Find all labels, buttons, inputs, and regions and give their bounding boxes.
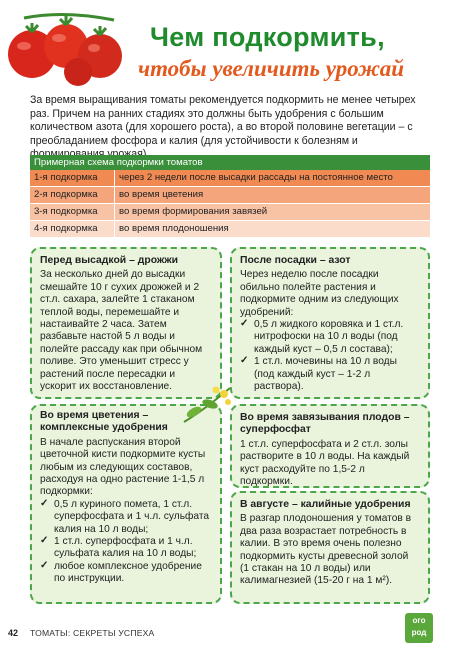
tip-box-title: После посадки – азот bbox=[240, 255, 351, 266]
check-icon: ✓ bbox=[240, 318, 249, 330]
check-icon: ✓ bbox=[40, 497, 49, 509]
list-item-text: любое комплексное удобрение по инструкции. bbox=[54, 560, 202, 585]
list-item-text: 1 ст.л. суперфосфата и 1 ч.л. сульфата калия на 10 л воды; bbox=[54, 536, 197, 560]
check-icon: ✓ bbox=[40, 559, 49, 571]
logo-text-line2: род bbox=[411, 628, 427, 637]
page-subtitle: чтобы увеличить урожай bbox=[138, 56, 405, 81]
tip-box-title: Во время цветения – комплексные удобрения bbox=[40, 410, 168, 434]
feeding-name: 3-я подкормка bbox=[34, 206, 98, 217]
check-icon: ✓ bbox=[40, 535, 49, 547]
tip-box-text: За несколько дней до высадки смешайте 10 г сухих дрожжей и 2 ст.л. сахара, залейте 1 стаканом теплой воды, перемешайте и настаивайте 2 часа. Затем разбавьте настой 5 л воды и полейте рассаду как при обычном поливе. Это уменьшит стресс у растений после пересадки и ускорит их восстановление. bbox=[40, 269, 203, 393]
tip-box-fruit-setting bbox=[230, 404, 430, 488]
tip-box-text: Через неделю после посадки обильно полейте растения и подкормите одним из следующих удобрений: bbox=[240, 269, 399, 318]
list-item bbox=[240, 356, 420, 393]
feeding-time: во время формирования завязей bbox=[114, 204, 430, 220]
tip-box-after-planting bbox=[230, 247, 430, 399]
list-item-text: 0,5 л куриного помета, 1 ст.л. суперфосфата и 1 ч.л. сульфата калия на 10 л воды; bbox=[54, 498, 210, 535]
table-row bbox=[30, 170, 430, 187]
tip-list bbox=[40, 499, 212, 586]
footer-title: ТОМАТЫ: СЕКРЕТЫ УСПЕХА bbox=[30, 628, 155, 638]
tip-box-text: 1 ст.л. суперфосфата и 2 ст.л. золы растворите в 10 л воды. На каждый куст расходуйте по 1,5-2 л подкормки. bbox=[240, 438, 410, 488]
publisher-logo bbox=[405, 613, 433, 643]
tomato-cluster-illustration bbox=[4, 8, 132, 90]
feeding-time: через 2 недели после высадки рассады на постоянное место bbox=[114, 170, 430, 186]
list-item bbox=[40, 499, 212, 536]
page-number: 42 bbox=[8, 628, 19, 638]
tip-list bbox=[240, 319, 420, 393]
tip-box-title: Во время завязывания плодов – суперфосфат bbox=[240, 412, 410, 436]
page-title: Чем подкормить, bbox=[150, 22, 385, 52]
feeding-time: во время цветения bbox=[114, 187, 430, 203]
feeding-name: 2-я подкормка bbox=[34, 189, 98, 200]
schedule-table-heading: Примерная схема подкормки томатов bbox=[30, 155, 430, 170]
tip-box-title: Перед высадкой – дрожжи bbox=[40, 255, 179, 266]
intro-paragraph: За время выращивания томаты рекомендуется подкормить не менее четырех раз. Причем на ранних стадиях это должны быть удобрения с большим количеством азота (для хорошего роста), а во второй половине вегетации – с преобладанием фосфора и калия (для устойчивости к болезням и bbox=[30, 94, 416, 147]
table-row bbox=[30, 187, 430, 204]
list-item-text: 1 ст.л. мочевины на 10 л воды (под каждый куст – 1-2 л раствора). bbox=[254, 356, 397, 393]
list-item bbox=[40, 536, 212, 561]
table-row bbox=[30, 221, 430, 238]
check-icon: ✓ bbox=[240, 355, 249, 367]
list-item bbox=[240, 319, 420, 356]
list-item-text: 0,5 л жидкого коровяка и 1 ст.л. нитрофоски на 10 л воды (под каждый куст – 0,5 л состава); bbox=[254, 319, 404, 355]
tip-box-text: В начале распускания второй цветочной кисти подкормите кусты любым из следующих составов, расходуя на одно растение 1-1,5 л подкормки: bbox=[40, 436, 206, 498]
tip-box-text: В разгар плодоношения у томатов в два раза возрастает потребность в калии. В это время очень полезно подкормить кусты древесной золой (1 стакан на 10 л воды) или калимагнезией (15-20 г на 1 м²). bbox=[240, 513, 412, 587]
logo-text-line1: ого bbox=[412, 616, 426, 625]
feeding-name: 1-я подкормка bbox=[34, 172, 98, 183]
schedule-table bbox=[30, 155, 430, 238]
table-row bbox=[30, 204, 430, 221]
tomato-flower-branch-illustration bbox=[180, 382, 236, 428]
tip-box-before-planting bbox=[30, 247, 222, 399]
feeding-name: 4-я подкормка bbox=[34, 223, 98, 234]
feeding-time: во время плодоношения bbox=[114, 221, 430, 237]
list-item bbox=[40, 561, 212, 586]
tip-box-title: В августе – калийные удобрения bbox=[240, 499, 411, 510]
tip-box-flowering bbox=[30, 404, 222, 604]
tip-box-august bbox=[230, 491, 430, 604]
